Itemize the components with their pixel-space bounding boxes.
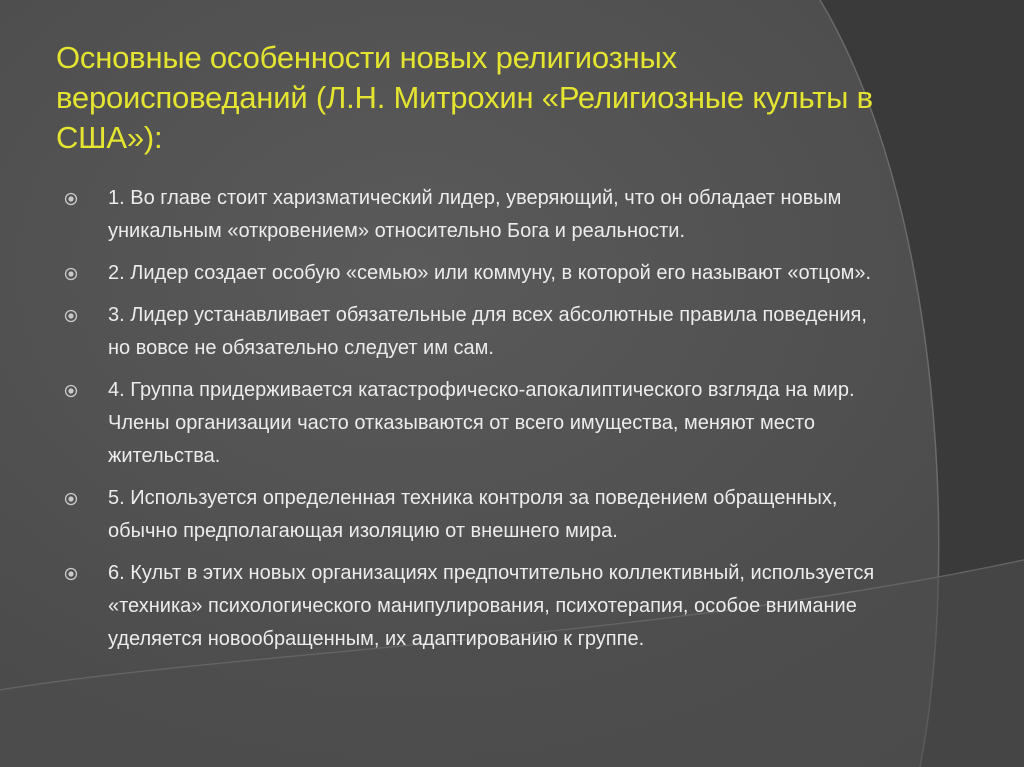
circled-dot-icon bbox=[64, 267, 78, 281]
circled-dot-icon bbox=[64, 492, 78, 506]
list-item bbox=[64, 182, 894, 248]
bullet-text: 3. Лидер устанавливает обязательные для всех абсолютные правила поведения, но вовсе не обязательно следует им сам. bbox=[108, 304, 867, 359]
list-item bbox=[64, 299, 894, 365]
bullet-text: 1. Во главе стоит харизматический лидер, уверяющий, что он обладает новым уникальным «откровением» относительно Бога и реальности. bbox=[108, 187, 842, 242]
bullet-list bbox=[64, 182, 894, 665]
circled-dot-icon bbox=[64, 567, 78, 581]
bullet-text: 5. Используется определенная техника контроля за поведением обращенных, обычно предполагающая изоляцию от внешнего мира. bbox=[108, 487, 838, 542]
list-item bbox=[64, 374, 894, 473]
slide-title: Основные особенности новых религиозных вероисповеданий (Л.Н. Митрохин «Религиозные культы в США»): bbox=[56, 40, 873, 155]
list-item bbox=[64, 482, 894, 548]
circled-dot-icon bbox=[64, 192, 78, 206]
circled-dot-icon bbox=[64, 309, 78, 323]
list-item bbox=[64, 257, 894, 290]
bullet-text: 4. Группа придерживается катастрофическо-апокалиптического взгляда на мир. Члены организации часто отказываются от всего имущества, меняют место жительства. bbox=[108, 379, 855, 467]
circled-dot-icon bbox=[64, 384, 78, 398]
bullet-text: 2. Лидер создает особую «семью» или коммуну, в которой его называют «отцом». bbox=[108, 262, 872, 284]
list-item bbox=[64, 557, 894, 656]
bullet-text: 6. Культ в этих новых организациях предпочтительно коллективный, используется «техника» психологического манипулирования, психотерапия, особое внимание уделяется новообращенным, их адаптированию к группе. bbox=[108, 562, 875, 650]
